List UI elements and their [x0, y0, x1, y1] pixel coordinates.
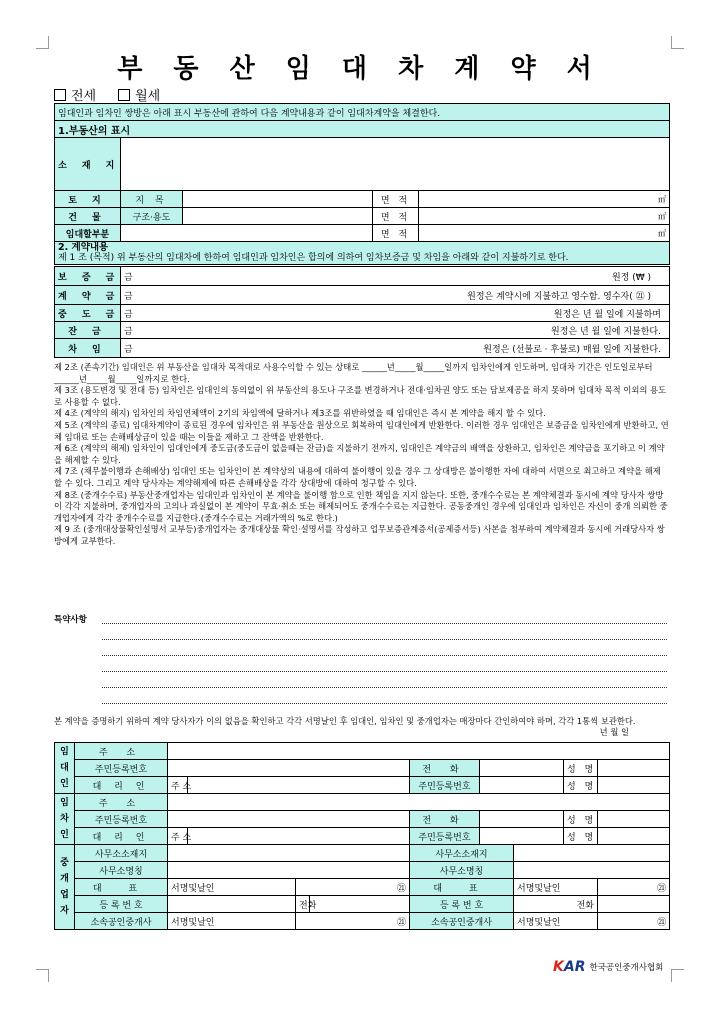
- lessor-agent-name-field[interactable]: [598, 777, 670, 794]
- article-5: 제 5조 (계약의 종료) 임대차계약이 종료된 경우에 임차인은 위 부동산을 원상으로 회복하여 임대인에게 반환한다. 이러한 경우 임대인은 보증금을 임차인에게 반환하고, 연체 임대료 또는 손해배상금이 있을 때는 이들을 제하고 그 잔액을 반환한다.: [54, 419, 669, 442]
- lessor-phone-label: 전 화: [410, 760, 480, 777]
- lessee-label: [55, 794, 75, 845]
- broker2-agent-seal[interactable]: [598, 913, 670, 930]
- lessor-agent-rrn-field[interactable]: [480, 777, 564, 794]
- land-area-field[interactable]: [419, 191, 670, 208]
- broker1-agent-label: 소속공인중개사: [75, 913, 168, 930]
- lessee-phone-field[interactable]: [480, 811, 564, 828]
- broker1-agent-seal-mark: ㉑: [396, 917, 406, 928]
- lessor-name-label: 성 명: [564, 760, 598, 777]
- article-6: 제 6조 (계약의 해제) 임차인이 임대인에게 중도금(중도금이 없을때는 잔금)을 지불하기 전까지, 임대인은 계약금의 배액을 상환하고, 임차인은 계약금을 포기하고 이 계약을 해제할 수 있다.: [54, 443, 665, 465]
- interim-payment-prefix: 금: [124, 309, 133, 320]
- wolse-option[interactable]: [118, 85, 160, 104]
- broker1-office-addr-field[interactable]: [168, 845, 410, 862]
- down-payment-field[interactable]: [121, 286, 670, 305]
- lessor-agent-name-label: 성 명: [564, 777, 598, 794]
- rent-part-label: 임대할부분: [55, 225, 121, 242]
- article-8: 제 8조 (중개수수료) 부동산중개업자는 임대인과 임차인이 본 계약을 불이행 함으로 인한 책임을 지지 않는다. 또한, 중개수수료는 본 계약체결과 동시에 계약 당사자 쌍방이 각각 지불하며, 중개업자의 고의나 과실없이 본 계약이 무효·취소 또는 해제되어도 중개수수료는 지급한다. 공동중개인 경우에 임대인과 임차인은 자신이 중개 의뢰한 중개업자에게 각각 중개수수료를 지급한다.(중개수수료는 거래가액의 %로 한다.): [54, 489, 668, 523]
- broker1-office-name-label: 사무소명칭: [75, 862, 168, 879]
- address-label: 소 재 지: [55, 138, 121, 191]
- broker1-office-name-field[interactable]: [168, 862, 410, 879]
- lessor-agent-rrn-label: 주민등록번호: [410, 777, 480, 794]
- interim-payment-text: 원정은 년 월 일에 지불하며: [553, 309, 661, 320]
- broker2-rep-sign[interactable]: 서명및날인: [514, 879, 598, 896]
- broker2-agent-label: 소속공인중개사: [410, 913, 514, 930]
- broker1-rep-label: 대 표: [75, 879, 168, 896]
- broker2-tel-label: 전화: [514, 896, 598, 913]
- crop-mark-bottom-left: [36, 969, 49, 982]
- broker2-agent-sign[interactable]: 서명및날인: [514, 913, 598, 930]
- contract-articles: [54, 362, 669, 548]
- lessee-agent-addr-field[interactable]: [188, 828, 410, 845]
- lessee-label-text: 임차인: [60, 798, 69, 840]
- lessor-rrn-field[interactable]: [168, 760, 410, 777]
- lessee-name-field[interactable]: [598, 811, 670, 828]
- payment-table: [54, 266, 670, 358]
- special-terms-label: 특약사항: [54, 615, 87, 625]
- building-area-unit: ㎡: [658, 211, 667, 221]
- lessee-agent-label: 대 리 인: [75, 828, 168, 845]
- intro-line: 임대인과 임차인 쌍방은 아래 표시 부동산에 관하여 다음 계약내용과 같이 임대차계약을 체결한다.: [55, 104, 670, 121]
- association-name: 한국공인중개사협회: [589, 963, 664, 973]
- rent-part-area-unit: ㎡: [658, 228, 667, 238]
- kar-logo-icon: [553, 959, 585, 975]
- broker1-reg-label: 등 록 번 호: [75, 896, 168, 913]
- rent-label: 차 임: [55, 339, 121, 358]
- lessee-address-label: 주 소: [75, 794, 168, 811]
- jeonse-option[interactable]: [54, 85, 96, 104]
- lessee-rrn-field[interactable]: [168, 811, 410, 828]
- special-line[interactable]: [102, 623, 667, 624]
- wolse-checkbox[interactable]: [118, 89, 130, 101]
- broker2-agent-seal-mark: ㉑: [657, 917, 667, 928]
- lessee-agent-addr-label: 주 소: [168, 828, 188, 845]
- lessor-label-text: 임대인: [60, 747, 69, 789]
- land-area-unit: ㎡: [658, 194, 667, 204]
- deposit-text: 원정 (₩ ): [611, 272, 651, 283]
- land-category-field[interactable]: [183, 191, 373, 208]
- article-9: 제 9 조 (중개대상물확인설명서 교부등)중개업자는 중개대상물 확인·설명서를 작성하고 업무보증관계증서(공제증서등) 사본을 첨부하여 계약체결과 동시에 거래당사자 쌍방에게 교부한다.: [54, 524, 665, 546]
- balance-prefix: 금: [124, 326, 133, 337]
- interim-payment-label: 중 도 금: [55, 305, 121, 322]
- special-line[interactable]: [102, 639, 667, 640]
- special-line[interactable]: [102, 655, 667, 656]
- broker1-tel-label: 전화: [296, 896, 310, 913]
- logo-mark-k: K: [553, 959, 564, 975]
- building-structure-label: 구조·용도: [121, 208, 183, 225]
- lessee-agent-name-field[interactable]: [598, 828, 670, 845]
- broker1-agent-sign[interactable]: 서명및날인: [168, 913, 296, 930]
- lessor-rrn-label: 주민등록번호: [75, 760, 168, 777]
- lessor-address-label: 주 소: [75, 743, 168, 760]
- balance-field[interactable]: [121, 322, 670, 339]
- rent-part-area-field[interactable]: [419, 225, 670, 242]
- article-3: 제 3조 (용도변경 및 전대 등) 임차인은 임대인의 동의없이 위 부동산의 용도나 구조를 변경하거나 전대·임차권 양도 또는 담보제공을 하지 못하며 임대차 목적 이외의 용도로 사용할 수 없다.: [54, 385, 667, 407]
- land-category-label: 지 목: [121, 191, 183, 208]
- down-payment-label: 계 약 금: [55, 286, 121, 305]
- address-field[interactable]: [121, 138, 670, 191]
- broker1-rep-seal-mark: ㉑: [396, 883, 406, 894]
- broker2-rep-seal-mark: ㉑: [657, 883, 667, 894]
- lessee-agent-rrn-field[interactable]: [480, 828, 564, 845]
- document-title: 부 동 산 임 대 차 계 약 서: [117, 54, 603, 84]
- building-area-field[interactable]: [419, 208, 670, 225]
- lessee-rrn-label: 주민등록번호: [75, 811, 168, 828]
- broker1-agent-seal[interactable]: [296, 913, 410, 930]
- closing-statement: [54, 716, 669, 738]
- balance-label: 잔 금: [55, 322, 121, 339]
- land-area-label: 면 적: [373, 191, 419, 208]
- broker1-tel-field[interactable]: [310, 896, 410, 913]
- association-logo: [553, 959, 663, 975]
- broker-label-text: 중개업자: [60, 858, 69, 916]
- lessee-phone-label: 전 화: [410, 811, 480, 828]
- deposit-field[interactable]: [121, 267, 670, 286]
- rent-text: 원정은 (선불로 · 후불로) 매월 일에 지불한다.: [483, 344, 661, 355]
- lessee-address-field[interactable]: [168, 794, 670, 811]
- contract-type-options: [54, 85, 160, 104]
- logo-mark-r: R: [574, 959, 586, 975]
- broker2-office-addr-field[interactable]: [514, 845, 670, 862]
- jeonse-checkbox[interactable]: [54, 89, 66, 101]
- building-area-label: 면 적: [373, 208, 419, 225]
- broker1-rep-sign[interactable]: 서명및날인: [168, 879, 296, 896]
- lessor-agent-label: 대 리 인: [75, 777, 168, 794]
- logo-mark-a: A: [563, 959, 575, 975]
- special-line[interactable]: [102, 703, 667, 704]
- crop-mark-bottom-right: [671, 969, 684, 982]
- wolse-label: 월세: [135, 89, 161, 104]
- balance-text: 원정은 년 월 일에 지불한다.: [551, 326, 661, 337]
- article-4: 제 4조 (계약의 해지) 임차인의 차임연체액이 2기의 차임액에 달하거나 제3조를 위반하였을 때 임대인은 즉시 본 계약을 해지 할 수 있다.: [54, 408, 546, 419]
- building-structure-field[interactable]: [183, 208, 373, 225]
- broker1-office-addr-label: 사무소소재지: [75, 845, 168, 862]
- broker2-office-name-label: 사무소명칭: [410, 862, 514, 879]
- broker1-rep-seal[interactable]: [296, 879, 410, 896]
- broker1-reg-field[interactable]: [168, 896, 296, 913]
- lessor-address-field[interactable]: [168, 743, 670, 760]
- broker2-office-addr-label: 사무소소재지: [410, 845, 514, 862]
- lessor-label: [55, 743, 75, 794]
- special-line[interactable]: [102, 671, 667, 672]
- deposit-prefix: 금: [124, 272, 133, 283]
- article-2: 제 2조 (존속기간) 임대인은 위 부동산을 임대차 목적대로 사용수익할 수 있는 상태로 ______년_____월_____일까지 임차인에게 인도하며, 임대차 기간은 인도일로부터 ______년_____월_____일까지로 한다.: [54, 362, 653, 384]
- building-label: 건 물: [55, 208, 121, 225]
- property-table: [54, 103, 670, 265]
- rent-part-area-label: 면 적: [373, 225, 419, 242]
- land-label: 토 지: [55, 191, 121, 208]
- lessee-name-label: 성 명: [564, 811, 598, 828]
- lessor-agent-addr-field[interactable]: [188, 777, 410, 794]
- broker2-reg-label: 등 록 번 호: [410, 896, 514, 913]
- closing-date: 년 월 일: [599, 727, 629, 737]
- broker-label: [55, 845, 75, 930]
- lessor-phone-field[interactable]: [480, 760, 564, 777]
- article-7: 제 7조 (채무불이행과 손해배상) 임대인 또는 임차인이 본 계약상의 내용에 대하여 불이행이 있을 경우 그 상대방은 불이행한 자에 대하여 서면으로 최고하고 계약을 해제 할 수 있다. 그리고 계약 당사자는 계약해제에 따른 손해배상을 각각 상대방에 대하여 청구할 수 있다.: [54, 466, 661, 488]
- closing-text: 본 계약을 증명하기 위하여 계약 당사자가 이의 없음을 확인하고 각각 서명날인 후 임대인, 임차인 및 중개업자는 매장마다 간인하여야 하며, 각각 1통씩 보관한다.: [54, 716, 636, 726]
- broker2-rep-seal[interactable]: [598, 879, 670, 896]
- broker2-tel-field[interactable]: [598, 896, 670, 913]
- rent-prefix: 금: [124, 344, 133, 355]
- broker2-rep-label: 대 표: [410, 879, 514, 896]
- broker2-office-name-field[interactable]: [514, 862, 670, 879]
- contract-terms-header: [55, 242, 670, 265]
- rent-field[interactable]: [121, 339, 670, 358]
- lessee-agent-rrn-label: 주민등록번호: [410, 828, 480, 845]
- parties-table: [54, 742, 670, 930]
- section1-title: 1.부동산의 표시: [55, 121, 670, 138]
- down-payment-text: 원정은 계약시에 지불하고 영수함. 영수자( ㉑ ): [467, 291, 651, 302]
- interim-payment-field[interactable]: [121, 305, 670, 322]
- rent-part-field[interactable]: [121, 225, 373, 242]
- article-1: 제 1 조 (목적) 위 부동산의 임대차에 한하여 임대인과 임차인은 합의에 의하여 임차보증금 및 차임을 아래와 같이 지불하기로 한다.: [58, 253, 569, 263]
- lessor-name-field[interactable]: [598, 760, 670, 777]
- jeonse-label: 전세: [71, 89, 97, 104]
- section2-title: 2. 계약내용: [58, 242, 109, 253]
- deposit-label: 보 증 금: [55, 267, 121, 286]
- lessee-agent-name-label: 성 명: [564, 828, 598, 845]
- down-payment-prefix: 금: [124, 291, 133, 302]
- lessor-agent-addr-label: 주 소: [168, 777, 188, 794]
- special-terms[interactable]: [54, 613, 669, 625]
- special-line[interactable]: [102, 687, 667, 688]
